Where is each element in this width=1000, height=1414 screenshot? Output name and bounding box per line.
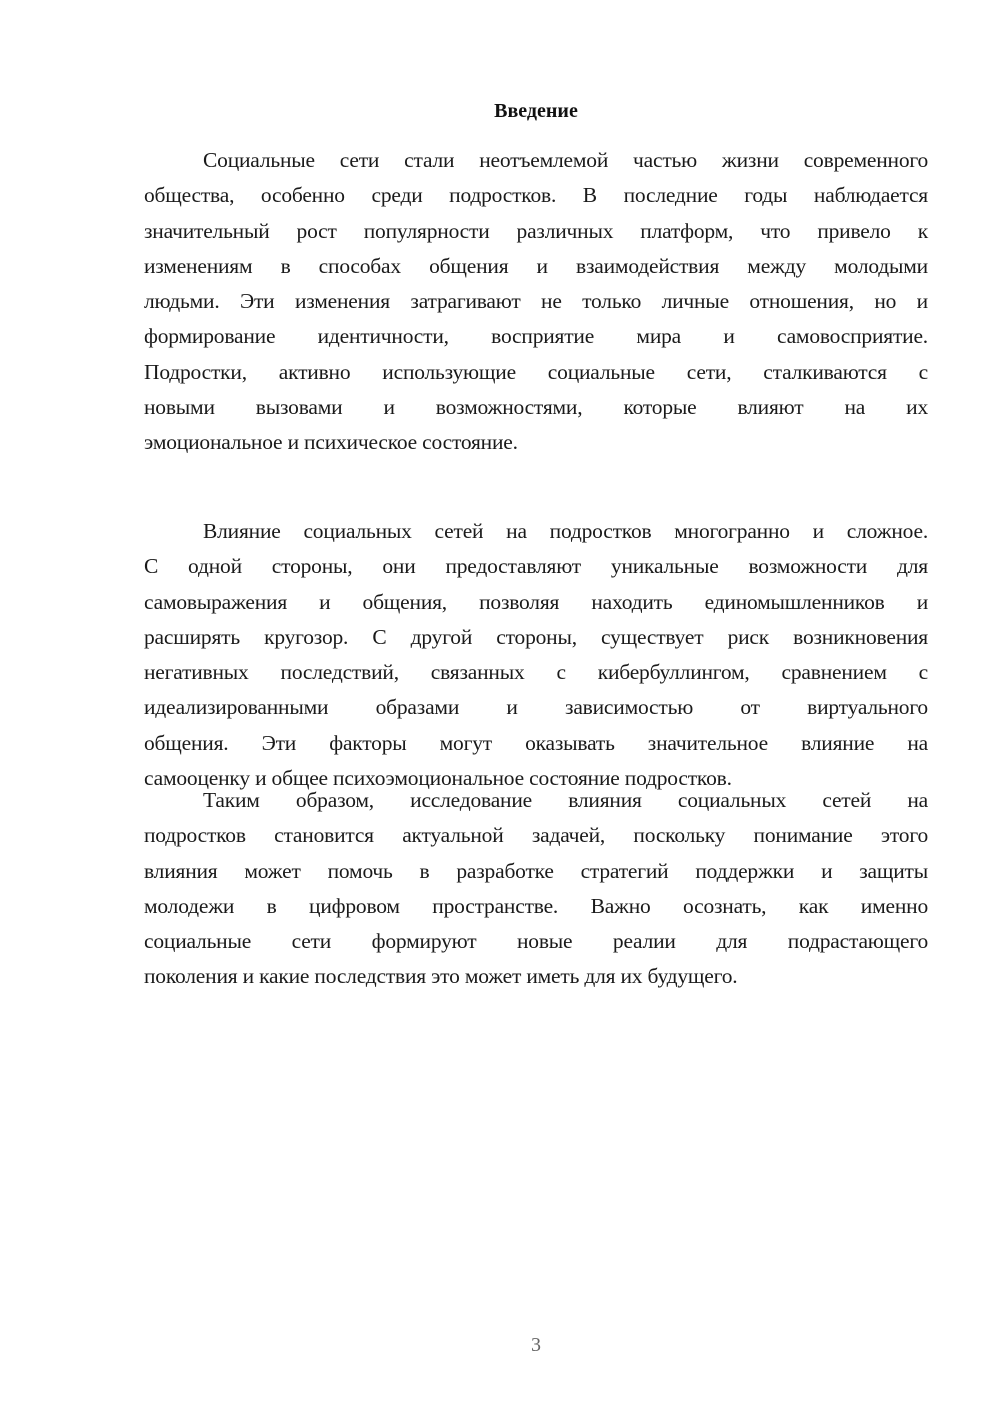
text-line: идеализированными образами и зависимостью от виртуального — [144, 695, 928, 720]
text-line: социальные сети формируют новые реалии для подрастающего — [144, 929, 928, 954]
text-line: поколения и какие последствия это может иметь для их будущего. — [144, 964, 738, 989]
text-line: эмоциональное и психическое состояние. — [144, 430, 518, 455]
paragraph-3 — [144, 783, 928, 995]
text-line: расширять кругозор. С другой стороны, существует риск возникновения — [144, 624, 928, 649]
text-line: людьми. Эти изменения затрагивают не только личные отношения, но и — [144, 289, 928, 314]
text-line: Таким образом, исследование влияния социальных сетей на — [203, 788, 928, 812]
text-line: новыми вызовами и возможностями, которые влияют на их — [144, 395, 928, 420]
text-line: молодежи в цифровом пространстве. Важно осознать, как именно — [144, 893, 928, 918]
text-line: Влияние социальных сетей на подростков многогранно и сложное. — [203, 519, 928, 543]
text-line: негативных последствий, связанных с кибербуллингом, сравнением с — [144, 660, 928, 685]
text-line: Социальные сети стали неотъемлемой частью жизни современного — [203, 148, 928, 172]
text-line: изменениям в способах общения и взаимодействия между молодыми — [144, 253, 928, 278]
page-number: 3 — [531, 1334, 541, 1356]
text-line: подростков становится актуальной задачей, поскольку понимание этого — [144, 823, 928, 848]
paragraph-2 — [144, 514, 928, 796]
text-line: общества, особенно среди подростков. В последние годы наблюдается — [144, 183, 928, 208]
text-line: значительный рост популярности различных платформ, что привело к — [144, 218, 928, 243]
text-line: самооценку и общее психоэмоциональное состояние подростков. — [144, 766, 732, 791]
text-line: Подростки, активно использующие социальные сети, сталкиваются с — [144, 359, 928, 384]
text-line: формирование идентичности, восприятие мира и самовосприятие. — [144, 324, 928, 349]
text-line: С одной стороны, они предоставляют уникальные возможности для — [144, 554, 928, 579]
section-title: Введение — [494, 100, 578, 122]
paragraph-1 — [144, 143, 928, 461]
text-line: самовыражения и общения, позволяя находить единомышленников и — [144, 589, 928, 614]
text-line: общения. Эти факторы могут оказывать значительное влияние на — [144, 730, 928, 755]
text-line: влияния может помочь в разработке стратегий поддержки и защиты — [144, 858, 928, 883]
